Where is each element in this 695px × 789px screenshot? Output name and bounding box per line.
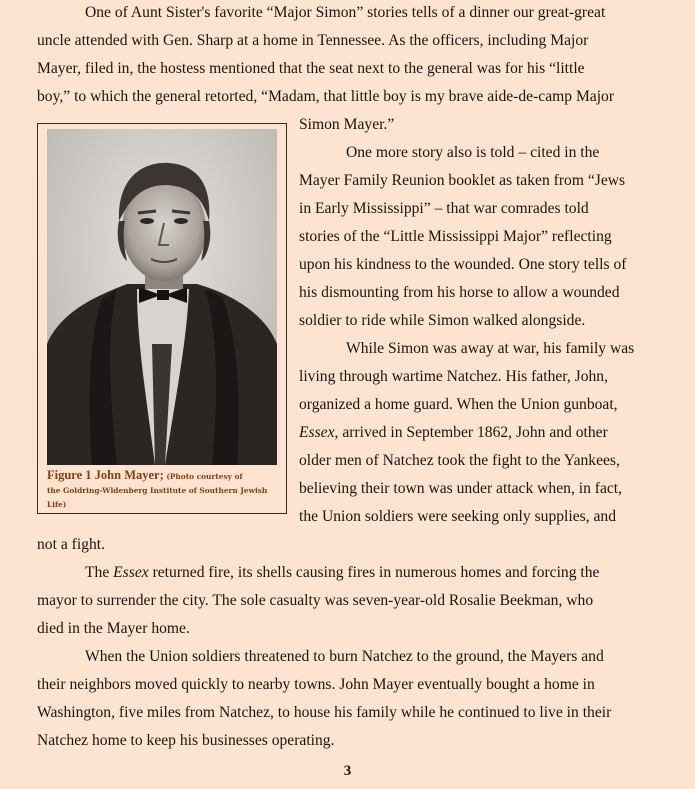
portrait-illustration — [47, 129, 277, 465]
text-line: While Simon was away at war, his family was — [346, 340, 635, 357]
text-line: Washington, five miles from Natchez, to house his family while he continued to live in their — [37, 704, 612, 721]
text-line: their neighbors moved quickly to nearby towns. John Mayer eventually bought a home in — [37, 676, 595, 693]
text-line: died in the Mayer home. — [37, 620, 190, 637]
text-line: stories of the “Little Mississippi Major” reflecting — [299, 228, 612, 245]
text-line: One more story also is told – cited in the — [346, 144, 600, 161]
text-line: the Union soldiers were seeking only supplies, and — [299, 508, 617, 525]
caption-credit: (Photo courtesy of — [163, 472, 243, 481]
text-line: upon his kindness to the wounded. One story tells of — [299, 256, 627, 273]
text-line — [85, 563, 599, 583]
page-number: 3 — [343, 763, 352, 779]
text-line: Mayer Family Reunion booklet as taken from “Jews — [299, 172, 626, 189]
text-line: older men of Natchez took the fight to the Yankees, — [299, 452, 620, 469]
text-line: soldier to ride while Simon walked alongside. — [299, 312, 586, 329]
text-line: living through wartime Natchez. His father, John, — [299, 368, 609, 385]
text-span: The — [85, 564, 114, 581]
text-line — [299, 423, 608, 443]
text-line: One of Aunt Sister's favorite “Major Simon” stories tells of a dinner our great-great — [85, 4, 606, 21]
text-span: , arrived in September 1862, John and other — [334, 424, 608, 441]
text-line: not a fight. — [37, 536, 105, 553]
figure-caption — [47, 468, 279, 510]
caption-credit: the Goldring-Wldenberg Institute of Southern Jewish — [47, 486, 268, 495]
ship-name: Essex — [299, 424, 335, 441]
figure-box — [37, 123, 287, 514]
text-span: returned fire, its shells causing fires in numerous homes and forcing the — [148, 564, 600, 581]
caption-credit: Life) — [47, 500, 67, 509]
ship-name: Essex — [113, 564, 149, 581]
text-line: Natchez home to keep his businesses operating. — [37, 732, 335, 749]
text-line: in Early Mississippi” – that war comrades told — [299, 200, 589, 217]
text-line: uncle attended with Gen. Sharp at a home in Tennessee. As the officers, including Major — [37, 32, 589, 49]
text-line: his dismounting from his horse to allow a wounded — [299, 284, 620, 301]
text-line: boy,” to which the general retorted, “Madam, that little boy is my brave aide-de-camp Major — [37, 88, 615, 105]
text-line: mayor to surrender the city. The sole casualty was seven-year-old Rosalie Beekman, who — [37, 592, 594, 609]
caption-title: Figure 1 John Mayer; — [47, 468, 164, 482]
text-line: believing their town was under attack when, in fact, — [299, 480, 623, 497]
portrait-photo — [47, 129, 277, 465]
text-line: Simon Mayer.” — [299, 116, 395, 133]
text-line: organized a home guard. When the Union gunboat, — [299, 396, 618, 413]
text-line: Mayer, filed in, the hostess mentioned that the seat next to the general was for his “little — [37, 60, 585, 77]
text-line: When the Union soldiers threatened to burn Natchez to the ground, the Mayers and — [85, 648, 604, 665]
